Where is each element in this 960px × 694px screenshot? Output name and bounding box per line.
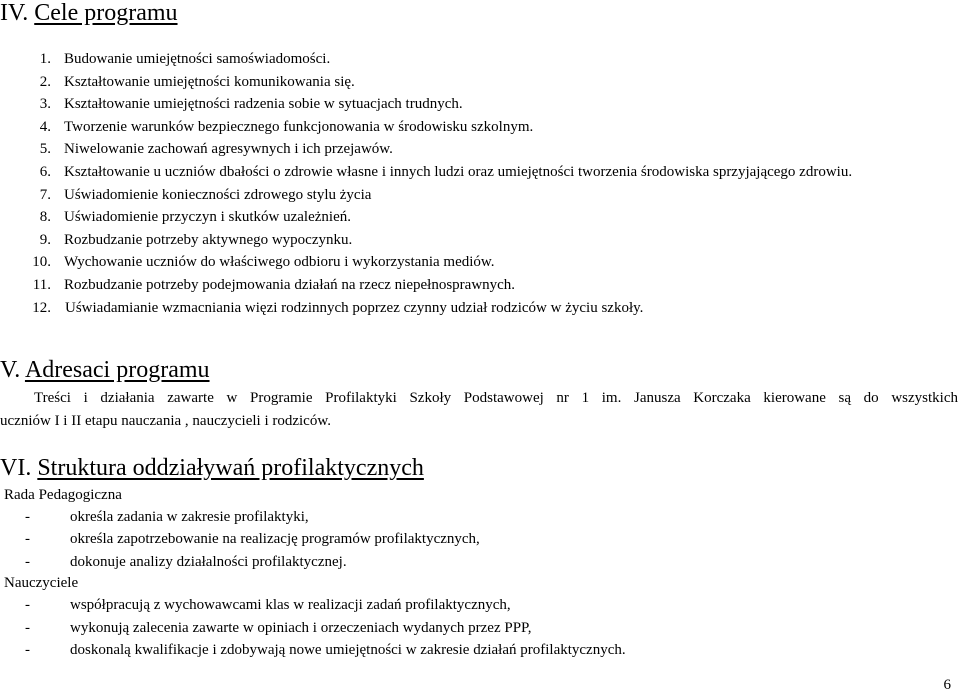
page-number: 6 — [943, 677, 951, 693]
list-item: wykonują zalecenia zawarte w opiniach i orzeczeniach wydanych przez PPP, — [70, 620, 532, 636]
section-4-number: IV. — [0, 0, 29, 26]
section-6-number: VI. — [0, 455, 32, 481]
section-5-number: V. — [0, 357, 21, 383]
section-6-title: Struktura oddziaływań profilaktycznych — [37, 455, 424, 481]
section-6-heading — [0, 455, 424, 481]
list-item: dokonuje analizy działalności profilaktycznej. — [70, 554, 347, 570]
group-title-nauczyciele: Nauczyciele — [4, 575, 79, 591]
bullet-dash: - — [25, 642, 30, 658]
bullet-dash: - — [25, 597, 30, 613]
addressees-paragraph-line-1: Treści i działania zawarte w Programie Profilaktyki Szkoły Podstawowej nr 1 im. Janusza Korczaka kierowane są do wszystkich — [34, 390, 958, 406]
section-5-title: Adresaci programu — [24, 357, 210, 383]
list-item: współpracują z wychowawcami klas w realizacji zadań profilaktycznych, — [70, 597, 511, 613]
bullet-dash: - — [25, 554, 30, 570]
section-5-heading — [0, 357, 210, 383]
bullet-dash: - — [25, 620, 30, 636]
bullet-dash: - — [25, 531, 30, 547]
list-item: doskonalą kwalifikacje i zdobywają nowe umiejętności w zakresie działań profilaktycznych. — [70, 642, 626, 658]
addressees-paragraph-line-2: uczniów I i II etapu nauczania , nauczycieli i rodziców. — [0, 413, 331, 429]
group-title-rada-pedagogiczna: Rada Pedagogiczna — [4, 487, 122, 503]
bullet-dash: - — [25, 509, 30, 525]
list-item: określa zapotrzebowanie na realizację programów profilaktycznych, — [70, 531, 480, 547]
list-item: określa zadania w zakresie profilaktyki, — [70, 509, 309, 525]
section-4-title: Cele programu — [34, 0, 178, 26]
section-4-heading — [0, 0, 178, 26]
